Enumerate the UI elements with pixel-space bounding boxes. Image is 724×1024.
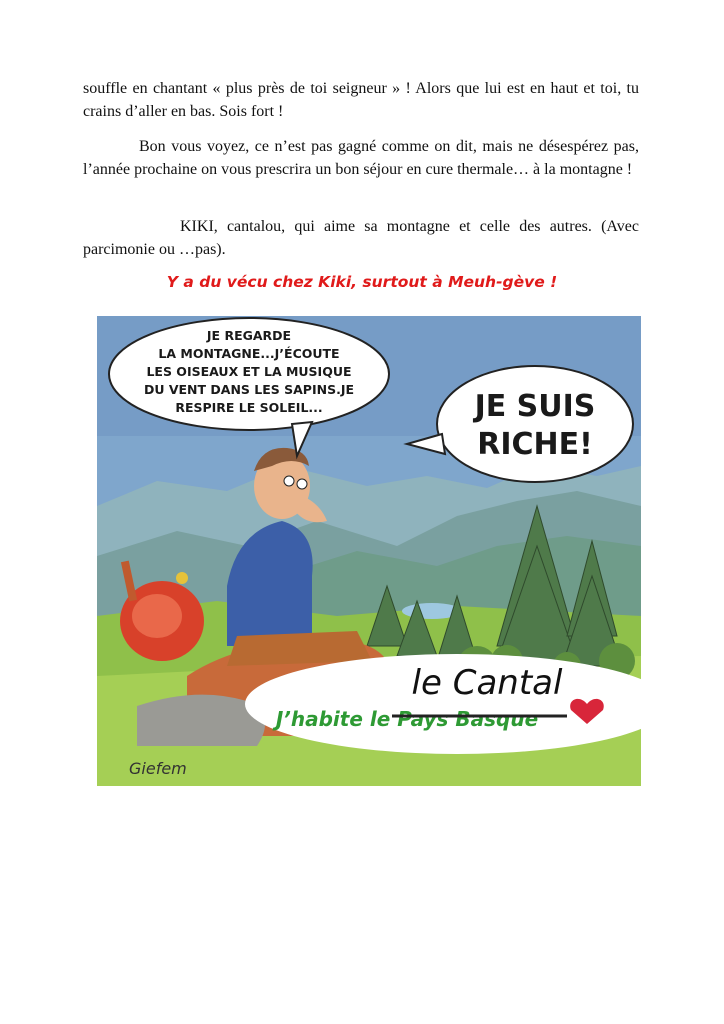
bubble-left-line-3: LES OISEAUX ET LA MUSIQUE: [146, 364, 352, 379]
bubble-right-line-2: RICHE!: [477, 427, 593, 462]
bubble-left-line-2: LA MONTAGNE...J’ÉCOUTE: [158, 346, 340, 361]
handwritten-le-cantal: le Cantal: [411, 663, 563, 703]
bubble-left-line-4: DU VENT DANS LES SAPINS.JE: [143, 382, 355, 397]
paragraph-3-signature: KIKI, cantalou, qui aime sa montagne et celle des autres. (Avec parcimonie ou …pas).: [83, 218, 639, 258]
artist-signature: Giefem: [129, 759, 187, 778]
banner-jhabite: J’habite le Pays Basque: [275, 707, 539, 731]
bubble-right-line-1: JE SUIS: [474, 389, 596, 424]
bubble-left-line-1: JE REGARDE: [206, 328, 292, 343]
red-headline: Y a du vécu chez Kiki, surtout à Meuh-gève !: [166, 273, 558, 291]
paragraph-1: souffle en chantant « plus près de toi seigneur » ! Alors que lui est en haut et toi, tu crains d’aller en bas. Sois fort !: [83, 80, 639, 120]
bubble-left-line-5: RESPIRE LE SOLEIL...: [175, 400, 323, 415]
cartoon-illustration: [97, 316, 641, 786]
paragraph-2: Bon vous voyez, ce n’est pas gagné comme on dit, mais ne désespérez pas, l’année prochaine on vous prescrira un bon séjour en cure thermale… à la montagne !: [83, 138, 639, 178]
